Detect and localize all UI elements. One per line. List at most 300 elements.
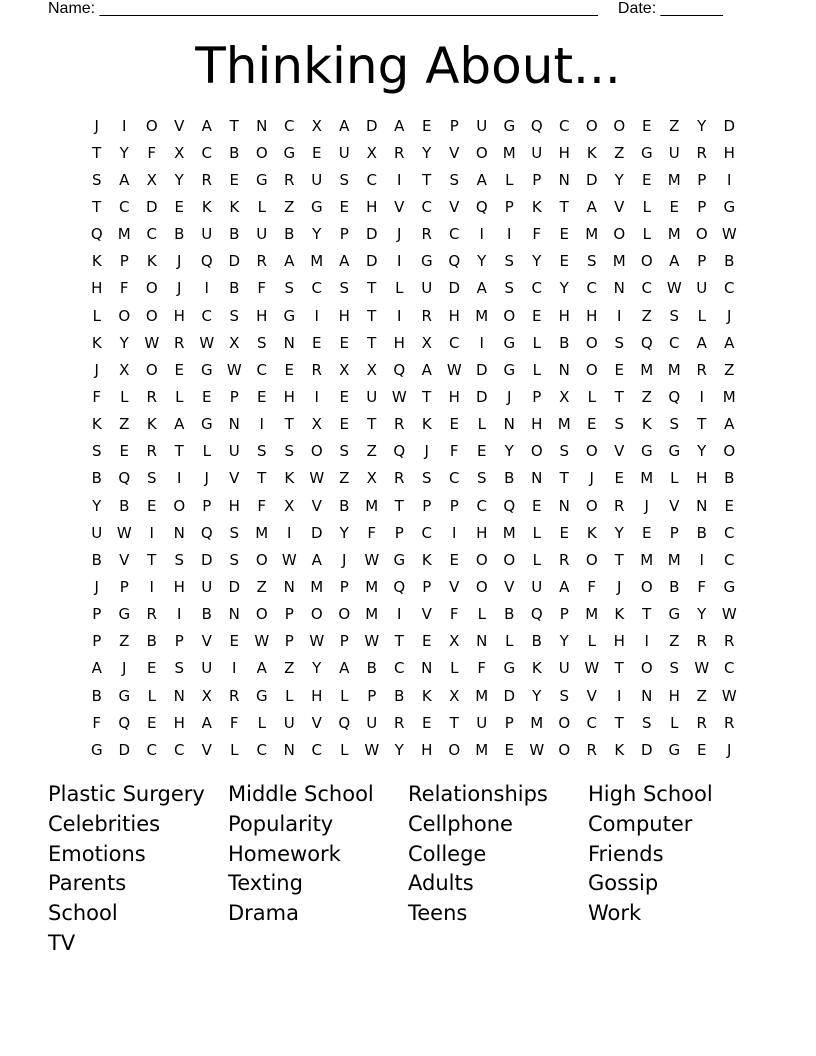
grid-letter: O [585, 550, 598, 569]
grid-letter: H [558, 143, 570, 162]
grid-letter: A [284, 252, 295, 271]
grid-letter: Y [559, 632, 569, 651]
grid-letter: P [339, 225, 349, 244]
grid-letter: Q [530, 605, 543, 624]
grid-letter: G [255, 686, 268, 705]
grid-letter: A [339, 252, 350, 271]
grid-letter: C [146, 225, 157, 244]
grid-letter: O [503, 550, 516, 569]
grid-letter: U [256, 225, 268, 244]
grid-letter: H [173, 577, 185, 596]
grid-letter: O [145, 360, 158, 379]
grid-letter: N [421, 659, 433, 678]
grid-letter: T [367, 279, 377, 298]
grid-letter: D [475, 387, 488, 406]
grid-letter: A [201, 713, 212, 732]
grid-letter: I [699, 550, 704, 569]
grid-letter: U [338, 143, 350, 162]
grid-letter: B [339, 496, 350, 515]
grid-letter: R [421, 306, 432, 325]
grid-letter: L [230, 740, 239, 759]
grid-letter: Z [366, 442, 377, 461]
grid-letter: F [532, 225, 542, 244]
grid-letter: O [475, 143, 488, 162]
grid-letter: K [421, 686, 432, 705]
grid-letter: P [697, 252, 707, 271]
grid-letter: S [504, 279, 515, 298]
word-bank-item: Homework [228, 841, 341, 866]
grid-letter: E [642, 523, 652, 542]
grid-letter: I [287, 523, 292, 542]
grid-letter: P [532, 170, 542, 189]
grid-letter: O [255, 143, 268, 162]
word-bank-item: Popularity [228, 811, 334, 836]
grid-letter: C [586, 713, 597, 732]
grid-letter: K [91, 252, 102, 271]
grid-letter: E [532, 306, 542, 325]
grid-letter: O [118, 306, 131, 325]
grid-letter: I [314, 387, 319, 406]
grid-letter: E [559, 225, 569, 244]
grid-letter: P [394, 523, 404, 542]
grid-letter: H [283, 387, 295, 406]
grid-letter: P [697, 197, 707, 216]
grid-letter: L [505, 170, 514, 189]
grid-letter: P [449, 116, 459, 135]
grid-letter: O [310, 605, 323, 624]
grid-letter: E [339, 333, 349, 352]
grid-letter: M [475, 306, 489, 325]
word-bank-item: Middle School [228, 782, 374, 806]
word-bank-item: Emotions [48, 841, 146, 866]
grid-letter: W [281, 550, 297, 569]
grid-letter: D [503, 686, 516, 705]
grid-letter: M [310, 252, 324, 271]
grid-letter: C [559, 116, 570, 135]
grid-letter: Y [697, 116, 707, 135]
grid-letter: T [367, 306, 377, 325]
grid-letter: O [255, 550, 268, 569]
grid-letter: I [177, 605, 182, 624]
word-bank [48, 780, 768, 959]
grid-letter: E [449, 415, 459, 434]
grid-letter: N [283, 577, 295, 596]
grid-letter: S [421, 469, 432, 488]
grid-letter: Q [200, 252, 213, 271]
grid-letter: L [202, 442, 211, 461]
grid-letter: C [284, 116, 295, 135]
grid-letter: L [257, 197, 266, 216]
grid-letter: G [118, 686, 131, 705]
grid-letter: M [475, 686, 489, 705]
grid-letter: L [697, 306, 706, 325]
grid-letter: C [449, 469, 460, 488]
grid-letter: C [201, 306, 212, 325]
grid-letter: H [91, 279, 103, 298]
grid-letter: E [229, 632, 239, 651]
grid-letter: A [724, 333, 735, 352]
grid-letter: L [532, 523, 541, 542]
grid-letter: X [119, 360, 130, 379]
grid-letter: E [697, 740, 707, 759]
grid-letter: M [365, 496, 379, 515]
grid-letter: C [366, 170, 377, 189]
grid-letter: T [257, 469, 267, 488]
grid-letter: Y [339, 523, 349, 542]
grid-letter: H [448, 306, 460, 325]
grid-letter: E [559, 523, 569, 542]
grid-letter: Z [724, 360, 735, 379]
grid-letter: E [422, 713, 432, 732]
grid-letter: C [421, 523, 432, 542]
grid-letter: P [449, 496, 459, 515]
name-field-label[interactable]: Name: ________________________________________________________ [48, 0, 598, 17]
grid-letter: E [422, 632, 432, 651]
grid-letter: B [146, 632, 157, 651]
grid-letter: L [670, 469, 679, 488]
grid-letter: H [723, 143, 735, 162]
grid-letter: Z [339, 469, 350, 488]
grid-letter: B [229, 143, 240, 162]
grid-letter: O [255, 605, 268, 624]
grid-letter: N [641, 686, 653, 705]
word-bank-item: Gossip [588, 871, 659, 896]
grid-letter: P [339, 632, 349, 651]
grid-letter: D [723, 116, 736, 135]
grid-letter: M [117, 225, 131, 244]
grid-letter: B [724, 252, 735, 271]
word-bank-item: Work [588, 901, 642, 926]
grid-letter: Y [697, 442, 707, 461]
grid-letter: Q [530, 116, 543, 135]
grid-letter: R [394, 713, 405, 732]
grid-row [83, 112, 743, 139]
grid-letter: N [283, 333, 295, 352]
grid-letter: E [559, 252, 569, 271]
grid-letter: W [254, 632, 270, 651]
grid-letter: K [421, 415, 432, 434]
grid-letter: S [614, 333, 625, 352]
grid-letter: W [309, 469, 325, 488]
grid-letter: A [586, 197, 597, 216]
grid-letter: N [228, 605, 240, 624]
grid-letter: P [532, 387, 542, 406]
grid-letter: G [668, 740, 681, 759]
grid-letter: L [642, 225, 651, 244]
grid-letter: L [587, 632, 596, 651]
grid-row [83, 492, 743, 519]
grid-letter: P [669, 523, 679, 542]
grid-letter: G [283, 143, 296, 162]
grid-letter: L [505, 632, 514, 651]
grid-letter: M [585, 605, 599, 624]
grid-letter: W [666, 279, 682, 298]
grid-letter: G [503, 659, 516, 678]
grid-letter: Y [422, 143, 432, 162]
grid-letter: W [721, 686, 737, 705]
grid-letter: R [696, 713, 707, 732]
grid-letter: E [587, 415, 597, 434]
grid-letter: E [532, 496, 542, 515]
word-bank-item: School [48, 901, 118, 926]
grid-letter: A [91, 659, 102, 678]
grid-letter: Q [393, 442, 406, 461]
grid-letter: Z [641, 387, 652, 406]
grid-letter: T [229, 116, 239, 135]
grid-letter: O [640, 252, 653, 271]
grid-letter: C [449, 333, 460, 352]
grid-letter: O [558, 713, 571, 732]
grid-letter: O [585, 333, 598, 352]
grid-letter: A [174, 415, 185, 434]
grid-letter: E [147, 713, 157, 732]
grid-letter: P [92, 632, 102, 651]
grid-letter: Q [640, 333, 653, 352]
grid-letter: P [504, 713, 514, 732]
grid-letter: C [201, 143, 212, 162]
grid-letter: M [640, 469, 654, 488]
word-bank-item: Friends [588, 841, 664, 866]
grid-letter: N [173, 523, 185, 542]
grid-letter: V [311, 713, 322, 732]
grid-letter: R [146, 442, 157, 461]
grid-letter: S [669, 306, 680, 325]
grid-letter: O [723, 442, 736, 461]
grid-letter: K [614, 740, 625, 759]
grid-letter: S [174, 550, 185, 569]
grid-letter: R [174, 333, 185, 352]
grid-letter: E [614, 360, 624, 379]
grid-letter: Y [312, 659, 322, 678]
grid-letter: Z [256, 577, 267, 596]
grid-letter: E [669, 197, 679, 216]
grid-letter: Y [119, 143, 129, 162]
grid-letter: R [614, 496, 625, 515]
grid-letter: A [311, 550, 322, 569]
grid-letter: K [614, 605, 625, 624]
grid-letter: U [201, 577, 213, 596]
grid-letter: L [477, 605, 486, 624]
grid-letter: V [201, 632, 212, 651]
grid-letter: H [228, 496, 240, 515]
grid-letter: D [365, 225, 378, 244]
grid-letter: E [312, 143, 322, 162]
grid-letter: E [257, 387, 267, 406]
grid-letter: B [724, 469, 735, 488]
grid-letter: R [724, 713, 735, 732]
grid-letter: W [446, 360, 462, 379]
grid-letter: V [421, 605, 432, 624]
grid-letter: N [558, 170, 570, 189]
grid-letter: I [122, 116, 127, 135]
grid-letter: T [697, 415, 707, 434]
grid-letter: Z [614, 143, 625, 162]
grid-letter: N [503, 415, 515, 434]
grid-letter: A [339, 659, 350, 678]
grid-letter: J [94, 577, 99, 596]
grid-letter: H [311, 686, 323, 705]
word-bank-item: Texting [228, 871, 303, 896]
grid-letter: R [146, 387, 157, 406]
grid-letter: P [367, 686, 377, 705]
grid-letter: R [201, 170, 212, 189]
grid-letter: D [310, 523, 323, 542]
grid-letter: Z [284, 659, 295, 678]
grid-letter: I [479, 333, 484, 352]
grid-letter: R [724, 632, 735, 651]
grid-letter: V [504, 577, 515, 596]
grid-letter: W [364, 550, 380, 569]
grid-letter: L [340, 686, 349, 705]
grid-letter: S [91, 170, 102, 189]
grid-letter: C [256, 740, 267, 759]
grid-letter: V [449, 197, 460, 216]
word-bank-item: Plastic Surgery [48, 782, 205, 806]
grid-letter: U [476, 116, 488, 135]
grid-letter: M [557, 415, 571, 434]
grid-letter: M [612, 252, 626, 271]
grid-letter: G [503, 333, 516, 352]
grid-letter: L [285, 686, 294, 705]
grid-row [83, 573, 743, 600]
grid-letter: T [614, 713, 624, 732]
grid-letter: U [558, 659, 570, 678]
grid-row [83, 166, 743, 193]
grid-letter: Q [118, 713, 131, 732]
grid-letter: O [173, 496, 186, 515]
grid-letter: G [118, 605, 131, 624]
grid-letter: J [424, 442, 429, 461]
grid-letter: Q [90, 225, 103, 244]
grid-letter: M [640, 550, 654, 569]
grid-letter: O [475, 550, 488, 569]
grid-letter: X [311, 415, 322, 434]
grid-row [83, 682, 743, 709]
grid-letter: G [723, 577, 736, 596]
grid-letter: U [201, 225, 213, 244]
grid-letter: F [587, 577, 597, 596]
grid-letter: Y [697, 605, 707, 624]
grid-letter: B [119, 496, 130, 515]
grid-letter: T [367, 333, 377, 352]
grid-letter: H [668, 686, 680, 705]
grid-letter: T [449, 713, 459, 732]
grid-letter: I [397, 306, 402, 325]
grid-letter: K [146, 415, 157, 434]
grid-letter: N [476, 632, 488, 651]
grid-letter: B [201, 605, 212, 624]
grid-letter: K [531, 659, 542, 678]
grid-letter: Y [394, 740, 404, 759]
grid-letter: F [257, 279, 267, 298]
grid-letter: Q [200, 523, 213, 542]
grid-letter: C [394, 659, 405, 678]
grid-row [83, 356, 743, 383]
grid-letter: I [644, 632, 649, 651]
grid-letter: D [365, 116, 378, 135]
grid-letter: X [311, 116, 322, 135]
grid-letter: K [201, 197, 212, 216]
grid-letter: Y [532, 686, 542, 705]
grid-letter: J [204, 469, 209, 488]
grid-letter: T [284, 415, 294, 434]
grid-letter: V [449, 143, 460, 162]
grid-letter: T [394, 496, 404, 515]
grid-letter: C [311, 740, 322, 759]
grid-letter: V [614, 197, 625, 216]
grid-letter: B [229, 225, 240, 244]
grid-letter: T [614, 387, 624, 406]
grid-letter: K [586, 143, 597, 162]
grid-letter: V [394, 197, 405, 216]
grid-letter: G [393, 550, 406, 569]
grid-letter: B [504, 605, 515, 624]
grid-letter: X [559, 387, 570, 406]
grid-letter: G [668, 605, 681, 624]
grid-letter: P [559, 605, 569, 624]
grid-letter: X [366, 360, 377, 379]
grid-letter: I [452, 523, 457, 542]
grid-letter: C [311, 279, 322, 298]
grid-letter: U [283, 713, 295, 732]
grid-letter: L [532, 360, 541, 379]
grid-letter: E [339, 415, 349, 434]
grid-letter: S [669, 415, 680, 434]
grid-letter: G [420, 252, 433, 271]
grid-letter: M [667, 550, 681, 569]
grid-letter: G [283, 306, 296, 325]
grid-letter: H [421, 740, 433, 759]
grid-letter: G [503, 360, 516, 379]
grid-letter: O [475, 577, 488, 596]
grid-letter: L [395, 279, 404, 298]
grid-letter: X [284, 496, 295, 515]
grid-letter: B [531, 632, 542, 651]
grid-letter: O [613, 116, 626, 135]
grid-letter: I [149, 577, 154, 596]
grid-letter: Y [614, 523, 624, 542]
grid-letter: K [91, 415, 102, 434]
grid-letter: C [146, 740, 157, 759]
grid-letter: R [394, 415, 405, 434]
grid-letter: U [366, 387, 378, 406]
grid-letter: H [173, 713, 185, 732]
grid-row [83, 193, 743, 220]
grid-letter: C [421, 197, 432, 216]
grid-letter: R [394, 469, 405, 488]
grid-letter: J [94, 360, 99, 379]
grid-letter: Z [119, 415, 130, 434]
grid-letter: Q [338, 713, 351, 732]
grid-letter: H [613, 632, 625, 651]
grid-letter: R [696, 143, 707, 162]
grid-letter: A [394, 116, 405, 135]
grid-letter: O [695, 225, 708, 244]
grid-letter: K [641, 415, 652, 434]
grid-letter: D [228, 577, 241, 596]
grid-letter: I [204, 279, 209, 298]
grid-letter: F [449, 442, 459, 461]
grid-letter: H [696, 469, 708, 488]
grid-letter: A [696, 333, 707, 352]
word-bank-item: College [408, 841, 487, 866]
date-field-label[interactable]: Date: _______ [617, 0, 723, 17]
grid-letter: Q [393, 577, 406, 596]
grid-letter: W [116, 523, 132, 542]
word-bank-item: Parents [48, 871, 127, 896]
grid-letter: E [119, 442, 129, 461]
grid-letter: S [174, 659, 185, 678]
